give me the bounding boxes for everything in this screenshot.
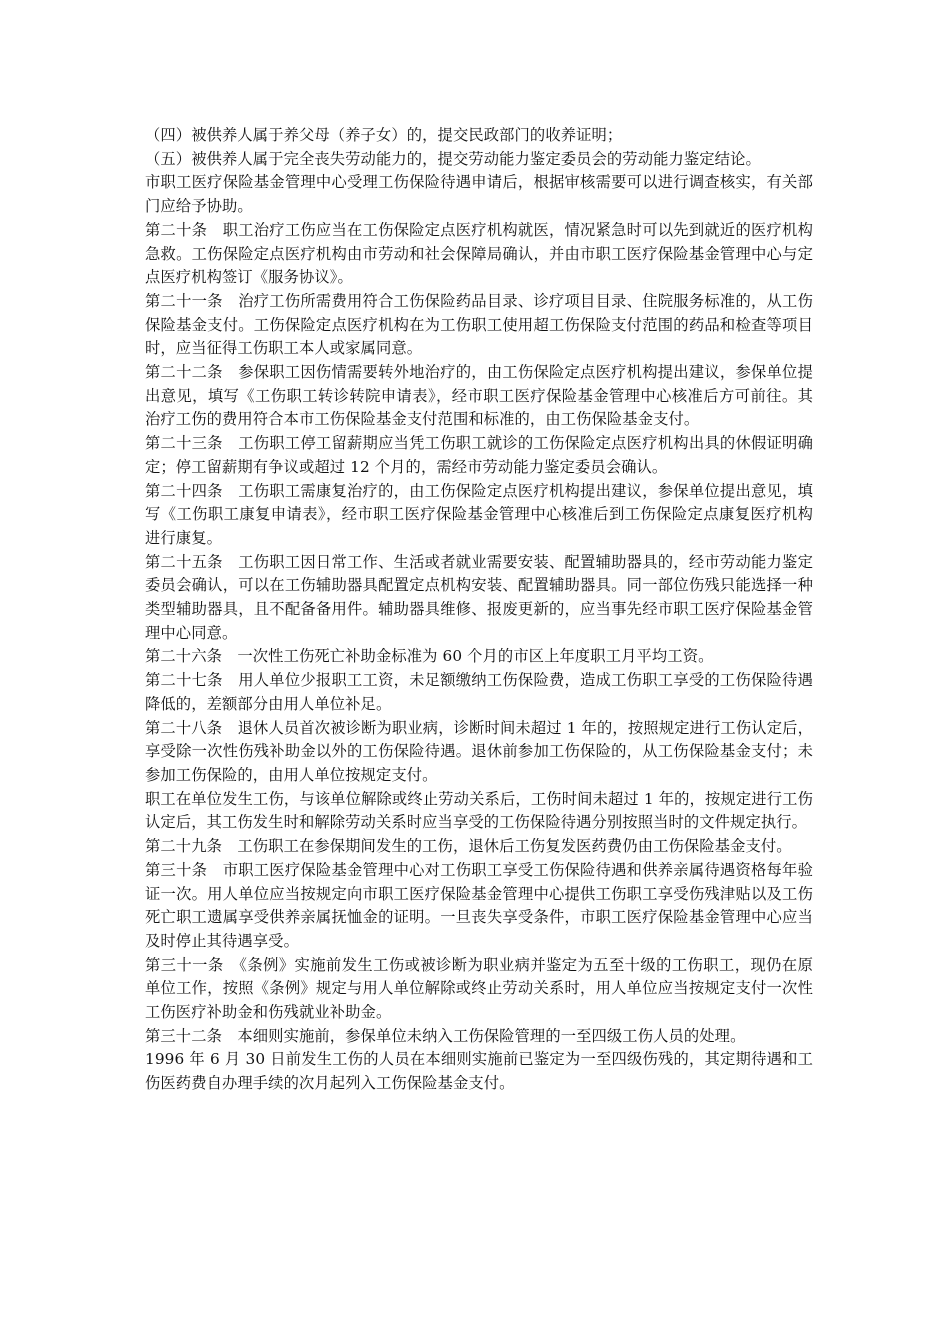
article-31: 第三十一条 《条例》实施前发生工伤或被诊断为职业病并鉴定为五至十级的工伤职工，现仍在原单位工作，按照《条例》规定与用人单位解除或终止劳动关系时，用人单位应当按规定支付一次性工伤医疗补助金和伤残就业补助金。 (145, 955, 813, 1022)
article-20: 第二十条 职工治疗工伤应当在工伤保险定点医疗机构就医，情况紧急时可以先到就近的医疗机构急救。工伤保险定点医疗机构由市劳动和社会保障局确认，并由市职工医疗保险基金管理中心与定点医疗机构签订《服务协议》。 (145, 220, 813, 287)
article-25: 第二十五条 工伤职工因日常工作、生活或者就业需要安装、配置辅助器具的，经市劳动能力鉴定委员会确认，可以在工伤辅助器具配置定点机构安装、配置辅助器具。同一部位伤残只能选择一种类型辅助器具，且不配备备用件。辅助器具维修、报废更新的，应当事先经市职工医疗保险基金管理中心同意。 (145, 552, 813, 642)
article-23: 第二十三条 工伤职工停工留薪期应当凭工伤职工就诊的工伤保险定点医疗机构出具的休假证明确定；停工留薪期有争议或超过 12 个月的，需经市劳动能力鉴定委员会确认。 (145, 434, 813, 476)
article-26: 第二十六条 一次性工伤死亡补助金标准为 60 个月的市区上年度职工月平均工资。 (145, 647, 714, 666)
article-29: 第二十九条 工伤职工在参保期间发生的工伤，退休后工伤复发医药费仍由工伤保险基金支付。 (145, 837, 792, 856)
article-30: 第三十条 市职工医疗保险基金管理中心对工伤职工享受工伤保险待遇和供养亲属待遇资格每年验证一次。用人单位应当按规定向市职工医疗保险基金管理中心提供工伤职工享受伤残津贴以及工伤死亡职工遗属享受供养亲属抚恤金的证明。一旦丧失享受条件，市职工医疗保险基金管理中心应当及时停止其待遇享受。 (145, 860, 813, 950)
document-body (145, 124, 813, 1096)
article-32: 第三十二条 本细则实施前，参保单位未纳入工伤保险管理的一至四级工伤人员的处理。 (145, 1026, 746, 1045)
article-27: 第二十七条 用人单位少报职工工资，未足额缴纳工伤保险费，造成工伤职工享受的工伤保险待遇降低的，差额部分由用人单位补足。 (145, 671, 813, 713)
article-22: 第二十二条 参保职工因伤情需要转外地治疗的，由工伤保险定点医疗机构提出建议，参保单位提出意见，填写《工伤职工转诊转院申请表》，经市职工医疗保险基金管理中心核准后方可前往。其治疗工伤的费用符合本市工伤保险基金支付范围和标准的，由工伤保险基金支付。 (145, 363, 813, 429)
paragraph: （五）被供养人属于完全丧失劳动能力的，提交劳动能力鉴定委员会的劳动能力鉴定结论。 (145, 149, 761, 168)
paragraph: （四）被供养人属于养父母（养子女）的，提交民政部门的收养证明； (145, 126, 623, 144)
paragraph: 1996 年 6 月 30 日前发生工伤的人员在本细则实施前已鉴定为一至四级伤残的，其定期待遇和工伤医药费自办理手续的次月起列入工伤保险基金支付。 (145, 1050, 813, 1093)
article-24: 第二十四条 工伤职工需康复治疗的，由工伤保险定点医疗机构提出建议，参保单位提出意见，填写《工伤职工康复申请表》，经市职工医疗保险基金管理中心核准后到工伤保险定点康复医疗机构进行康复。 (145, 481, 813, 547)
article-21: 第二十一条 治疗工伤所需费用符合工伤保险药品目录、诊疗项目目录、住院服务标准的，从工伤保险基金支付。工伤保险定点医疗机构在为工伤职工使用超工伤保险支付范围的药品和检查等项目时，应当征得工伤职工本人或家属同意。 (145, 291, 813, 358)
paragraph: 市职工医疗保险基金管理中心受理工伤保险待遇申请后，根据审核需要可以进行调查核实，有关部门应给予协助。 (145, 173, 813, 216)
paragraph: 职工在单位发生工伤，与该单位解除或终止劳动关系后，工伤时间未超过 1 年的，按规定进行工伤认定后，其工伤发生时和解除劳动关系时应当享受的工伤保险待遇分别按照当时的文件规定执行。 (145, 789, 813, 832)
article-28: 第二十八条 退休人员首次被诊断为职业病，诊断时间未超过 1 年的，按照规定进行工伤认定后，享受除一次性伤残补助金以外的工伤保险待遇。退休前参加工伤保险的，从工伤保险基金支付；未参加工伤保险的，由用人单位按规定支付。 (145, 718, 813, 784)
